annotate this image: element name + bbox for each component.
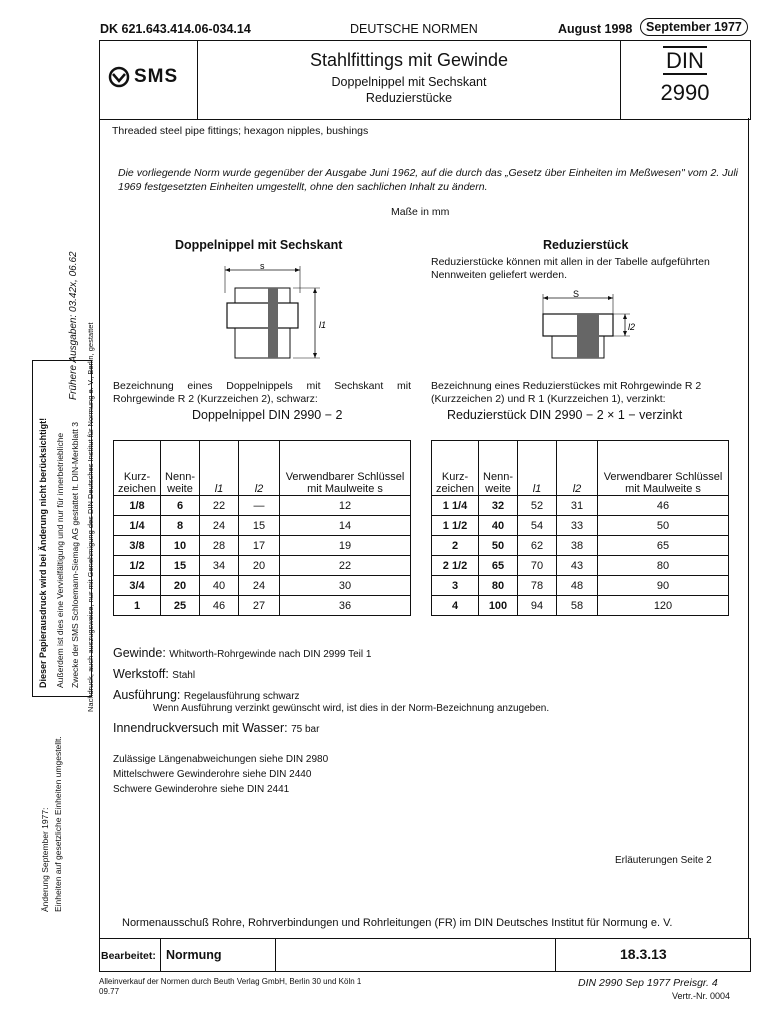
table-cell: 52	[518, 496, 557, 516]
col-maulweite: Verwendbarer Schlüssel mit Maulweite s	[280, 441, 411, 496]
table-cell: 1	[114, 596, 161, 616]
table-cell: 3/4	[114, 576, 161, 596]
table-cell: 70	[518, 556, 557, 576]
table-cell: 17	[239, 536, 280, 556]
table-cell: 2 1/2	[432, 556, 479, 576]
stamp-line-3: Zwecke der SMS Schloemann-Siemag AG gestattet lt. DIN-Merkblatt 3	[70, 422, 80, 688]
sms-logo	[108, 66, 178, 88]
document-title: Stahlfittings mit Gewinde	[309, 50, 509, 70]
stamp-line-1: Dieser Papierausdruck wird bei Änderung nicht berücksichtigt!	[38, 417, 48, 688]
table-cell: 62	[518, 536, 557, 556]
table-cell: 10	[161, 536, 200, 556]
table-cell: 27	[239, 596, 280, 616]
col-maulweite: Verwendbarer Schlüssel mit Maulweite s	[598, 441, 729, 496]
col-l2: l2	[239, 441, 280, 496]
table-cell: 46	[200, 596, 239, 616]
table-cell: 20	[161, 576, 200, 596]
change-note-2: Einheiten auf gesetzliche Einheiten umgestellt.	[53, 736, 63, 912]
nipple-table	[113, 440, 411, 616]
table-cell: 24	[239, 576, 280, 596]
col-l1: l1	[200, 441, 239, 496]
table-cell: 1/2	[114, 556, 161, 576]
table-cell: 1/8	[114, 496, 161, 516]
table-cell: 15	[239, 516, 280, 536]
table-cell: 94	[518, 596, 557, 616]
stamp-line-2: Außerdem ist dies eine Vervielfältigung und nur für innerbetriebliche	[55, 432, 65, 688]
spec-innendruck: Innendruckversuch mit Wasser: 75 bar	[113, 721, 320, 735]
table-cell: 1 1/4	[432, 496, 479, 516]
table-cell: 32	[479, 496, 518, 516]
din-number: 2990	[660, 80, 710, 105]
table-cell: 20	[239, 556, 280, 576]
table-row	[432, 536, 729, 556]
table-cell: 80	[479, 576, 518, 596]
table-row	[114, 596, 411, 616]
bushing-drawing	[525, 286, 655, 366]
table-row	[432, 596, 729, 616]
table-cell: —	[239, 496, 280, 516]
table-cell: 78	[518, 576, 557, 596]
table-cell: 22	[200, 496, 239, 516]
reference-item: Mittelschwere Gewinderohre siehe DIN 2440	[113, 769, 312, 780]
table-cell: 34	[200, 556, 239, 576]
previous-editions: Frühere Ausgaben: 03.42x, 06.62	[68, 251, 79, 400]
drawing-label-s: s	[260, 261, 265, 271]
left-designation-text: Bezeichnung eines Doppelnippels mit Sechskant mit Rohrgewinde R 2 (Kurzzeichen 2), schwarz:	[113, 380, 411, 405]
table-cell: 38	[557, 536, 598, 556]
bushing-table	[431, 440, 729, 616]
left-heading: Doppelnippel mit Sechskant	[175, 238, 343, 252]
reference-item: Zulässige Längenabweichungen siehe DIN 2980	[113, 754, 329, 765]
logo-text: SMS	[134, 66, 179, 87]
table-row	[432, 516, 729, 536]
drawing-label-l2: l2	[628, 322, 636, 332]
col-kurzzeichen: Kurz-zeichen	[114, 441, 161, 496]
reprint-notice: Nachdruck, auch auszugsweise, nur mit Genehmigung des DIN Deutsches Institut für Normung e. V., Berlin, gestattet	[86, 322, 95, 712]
right-heading: Reduzierstück	[543, 238, 629, 252]
table-cell: 6	[161, 496, 200, 516]
col-kurzzeichen: Kurz-zeichen	[432, 441, 479, 496]
left-designation-example: Doppelnippel DIN 2990 − 2	[192, 408, 343, 422]
edited-label: Bearbeitet:	[101, 950, 156, 962]
table-cell: 50	[479, 536, 518, 556]
col-l1: l1	[518, 441, 557, 496]
table-cell: 50	[598, 516, 729, 536]
spec-werkstoff: Werkstoff: Stahl	[113, 667, 196, 681]
table-row	[114, 576, 411, 596]
committee-line: Normenausschuß Rohre, Rohrverbindungen und Rohrleitungen (FR) im DIN Deutsches Institut für Normung e. V.	[122, 917, 673, 929]
classification-code: 18.3.13	[620, 946, 667, 962]
reference-item: Schwere Gewinderohre siehe DIN 2441	[113, 784, 290, 795]
din-reference: DIN 2990 Sep 1977 Preisgr. 4	[578, 977, 718, 989]
drawing-label-l1: l1	[319, 320, 327, 330]
spec-gewinde: Gewinde: Whitworth-Rohrgewinde nach DIN 2999 Teil 1	[113, 646, 372, 660]
table-cell: 65	[479, 556, 518, 576]
dk-number: DK 621.643.414.06-034.14	[100, 22, 251, 36]
table-cell: 1 1/2	[432, 516, 479, 536]
table-cell: 22	[280, 556, 411, 576]
table-cell: 30	[280, 576, 411, 596]
intro-note: Die vorliegende Norm wurde gegenüber der Ausgabe Juni 1962, auf die durch das „Gesetz über Einheiten im Meßwesen" vom 2. Juli 1969 festgesetzten Einheiten umgestellt, ohne den sachlichen Inhalt zu ändern.	[118, 167, 738, 193]
table-cell: 19	[280, 536, 411, 556]
table-row	[114, 516, 411, 536]
previous-date: September 1977	[640, 18, 748, 36]
table-cell: 65	[598, 536, 729, 556]
table-cell: 58	[557, 596, 598, 616]
issue-date: August 1998	[558, 22, 633, 36]
document-subtitle-2: Reduzierstücke	[365, 91, 453, 105]
col-nennweite: Nenn-weite	[161, 441, 200, 496]
references-list	[113, 752, 328, 797]
english-title: Threaded steel pipe fittings; hexagon nipples, bushings	[112, 125, 369, 137]
table-cell: 36	[280, 596, 411, 616]
table-row	[114, 496, 411, 516]
table-cell: 40	[200, 576, 239, 596]
table-cell: 14	[280, 516, 411, 536]
spec-ausfuehrung: Ausführung: Regelausführung schwarz	[113, 688, 300, 702]
sales-note: Alleinverkauf der Normen durch Beuth Verlag GmbH, Berlin 30 und Köln 1 09.77	[99, 977, 362, 996]
table-cell: 80	[598, 556, 729, 576]
right-designation-text: Bezeichnung eines Reduzierstückes mit Rohrgewinde R 2 (Kurzzeichen 2) und R 1 (Kurzzeichen 1), verzinkt:	[431, 380, 702, 405]
table-cell: 25	[161, 596, 200, 616]
table-cell: 54	[518, 516, 557, 536]
table-cell: 12	[280, 496, 411, 516]
table-cell: 120	[598, 596, 729, 616]
table-cell: 40	[479, 516, 518, 536]
table-cell: 4	[432, 596, 479, 616]
sms-logo-icon	[108, 66, 130, 88]
table-row	[114, 556, 411, 576]
col-l2: l2	[557, 441, 598, 496]
table-cell: 90	[598, 576, 729, 596]
table-cell: 33	[557, 516, 598, 536]
explanations-note: Erläuterungen Seite 2	[615, 855, 712, 866]
right-note: Reduzierstücke können mit allen in der Tabelle aufgeführten Nennweiten geliefert werden.	[431, 256, 710, 281]
table-cell: 31	[557, 496, 598, 516]
table-row	[114, 536, 411, 556]
document-subtitle-1: Doppelnippel mit Sechskant	[331, 75, 487, 89]
vertr-number: Vertr.-Nr. 0004	[672, 991, 731, 1001]
table-cell: 100	[479, 596, 518, 616]
drawing-label-s: S	[573, 289, 580, 299]
units-label: Maße in mm	[391, 206, 450, 218]
hexagon-nipple-drawing	[205, 258, 340, 368]
table-cell: 43	[557, 556, 598, 576]
table-cell: 3/8	[114, 536, 161, 556]
table-cell: 3	[432, 576, 479, 596]
table-row	[432, 556, 729, 576]
spec-ausfuehrung-note: Wenn Ausführung verzinkt gewünscht wird, ist dies in der Norm-Bezeichnung anzugeben.	[153, 703, 550, 714]
table-row	[432, 576, 729, 596]
table-cell: 8	[161, 516, 200, 536]
org-name: DEUTSCHE NORMEN	[350, 22, 478, 36]
table-cell: 2	[432, 536, 479, 556]
table-cell: 15	[161, 556, 200, 576]
edited-value: Normung	[166, 948, 222, 962]
table-row	[432, 496, 729, 516]
table-cell: 48	[557, 576, 598, 596]
change-note-1: Änderung September 1977:	[40, 807, 50, 912]
table-cell: 28	[200, 536, 239, 556]
table-cell: 46	[598, 496, 729, 516]
col-nennweite: Nenn-weite	[479, 441, 518, 496]
right-designation-example: Reduzierstück DIN 2990 − 2 × 1 − verzinkt	[447, 408, 683, 422]
table-cell: 1/4	[114, 516, 161, 536]
table-cell: 24	[200, 516, 239, 536]
din-label: DIN	[663, 46, 707, 75]
